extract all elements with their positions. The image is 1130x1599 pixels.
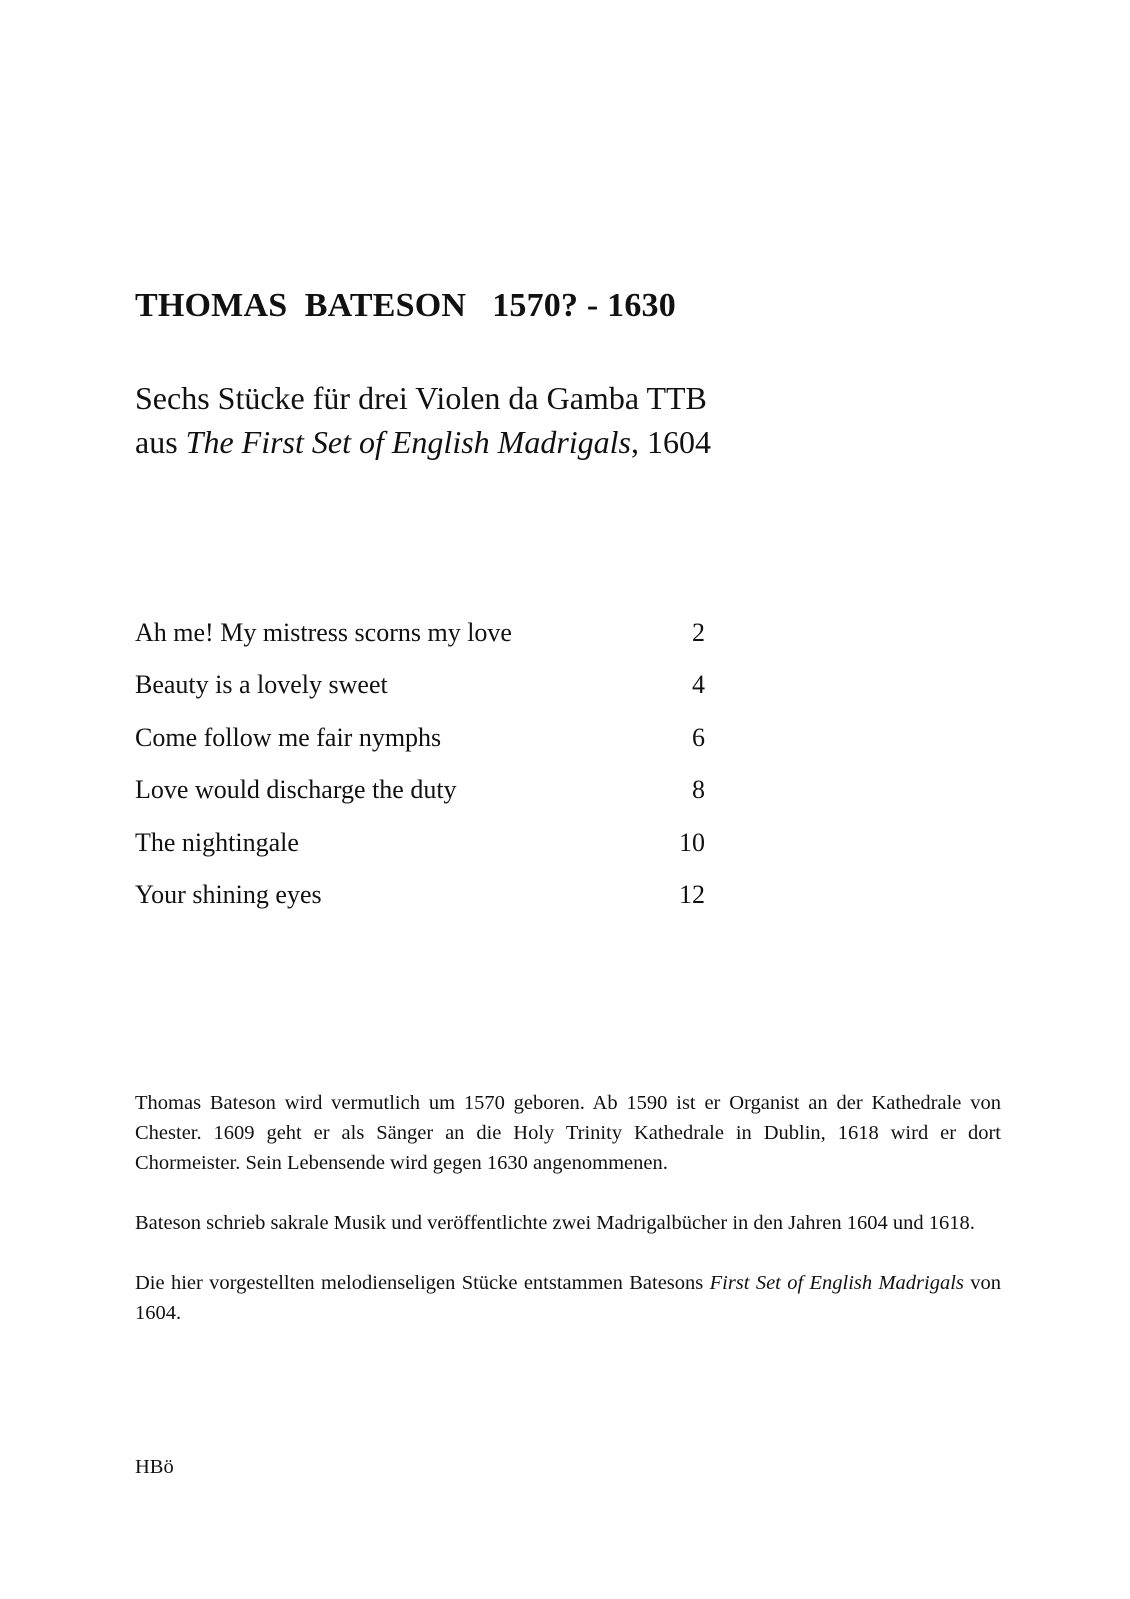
bio-p3-prefix: Die hier vorgestellten melodienseligen Stücke entstammen Batesons [135,1272,710,1294]
toc-entry-title: Love would discharge the duty [135,775,457,805]
toc-entry-page: 12 [679,879,705,909]
author-initials: HBö [135,1456,174,1478]
toc-entry-page: 8 [692,775,705,805]
bio-paragraph-2: Bateson schrieb sakrale Musik und veröffentlichte zwei Madrigalbücher in den Jahren 1604 und 1618. [135,1212,975,1234]
toc-entry-page: 6 [692,722,705,752]
toc-entry-title: Beauty is a lovely sweet [135,670,388,700]
toc-entry-page: 2 [692,618,705,647]
toc-entry [135,670,705,722]
toc-entry-title: Your shining eyes [135,879,322,909]
toc-entry-title: Come follow me fair nymphs [135,722,442,752]
collection-title: The First Set of English Madrigals [185,424,631,460]
bio-collection-title: First Set of English Madrigals [709,1272,964,1294]
toc-entry [135,880,705,932]
subtitle-line-1: Sechs Stücke für drei Violen da Gamba TTB [135,380,707,416]
toc-entry-title: The nightingale [135,827,299,857]
subtitle-line-2 [135,420,711,464]
table-of-contents [135,618,705,932]
toc-entry-page: 10 [679,827,705,857]
work-subtitle [135,376,711,464]
toc-entry [135,828,705,880]
subtitle-prefix: aus [135,424,186,460]
biography [135,1088,1001,1358]
subtitle-year: , 1604 [631,424,711,460]
toc-entry [135,723,705,775]
composer-title: THOMAS BATESON 1570? - 1630 [135,287,676,324]
toc-entry-title: Ah me! My mistress scorns my love [135,618,512,647]
toc-entry [135,775,705,827]
toc-entry-page: 4 [692,670,705,700]
toc-entry [135,618,705,670]
bio-p3-suffix: von 1604. [135,1272,1001,1324]
bio-paragraph-1: Thomas Bateson wird vermutlich um 1570 geboren. Ab 1590 ist er Organist an der Kathedrale von Chester. 1609 geht er als Sänger an die Holy Trinity Kathedrale in Dublin, 1618 wird er dort Chormeister. Sein Lebensende wird gegen 1630 angenommenen. [135,1092,1001,1174]
bio-paragraph-3 [135,1268,1001,1328]
